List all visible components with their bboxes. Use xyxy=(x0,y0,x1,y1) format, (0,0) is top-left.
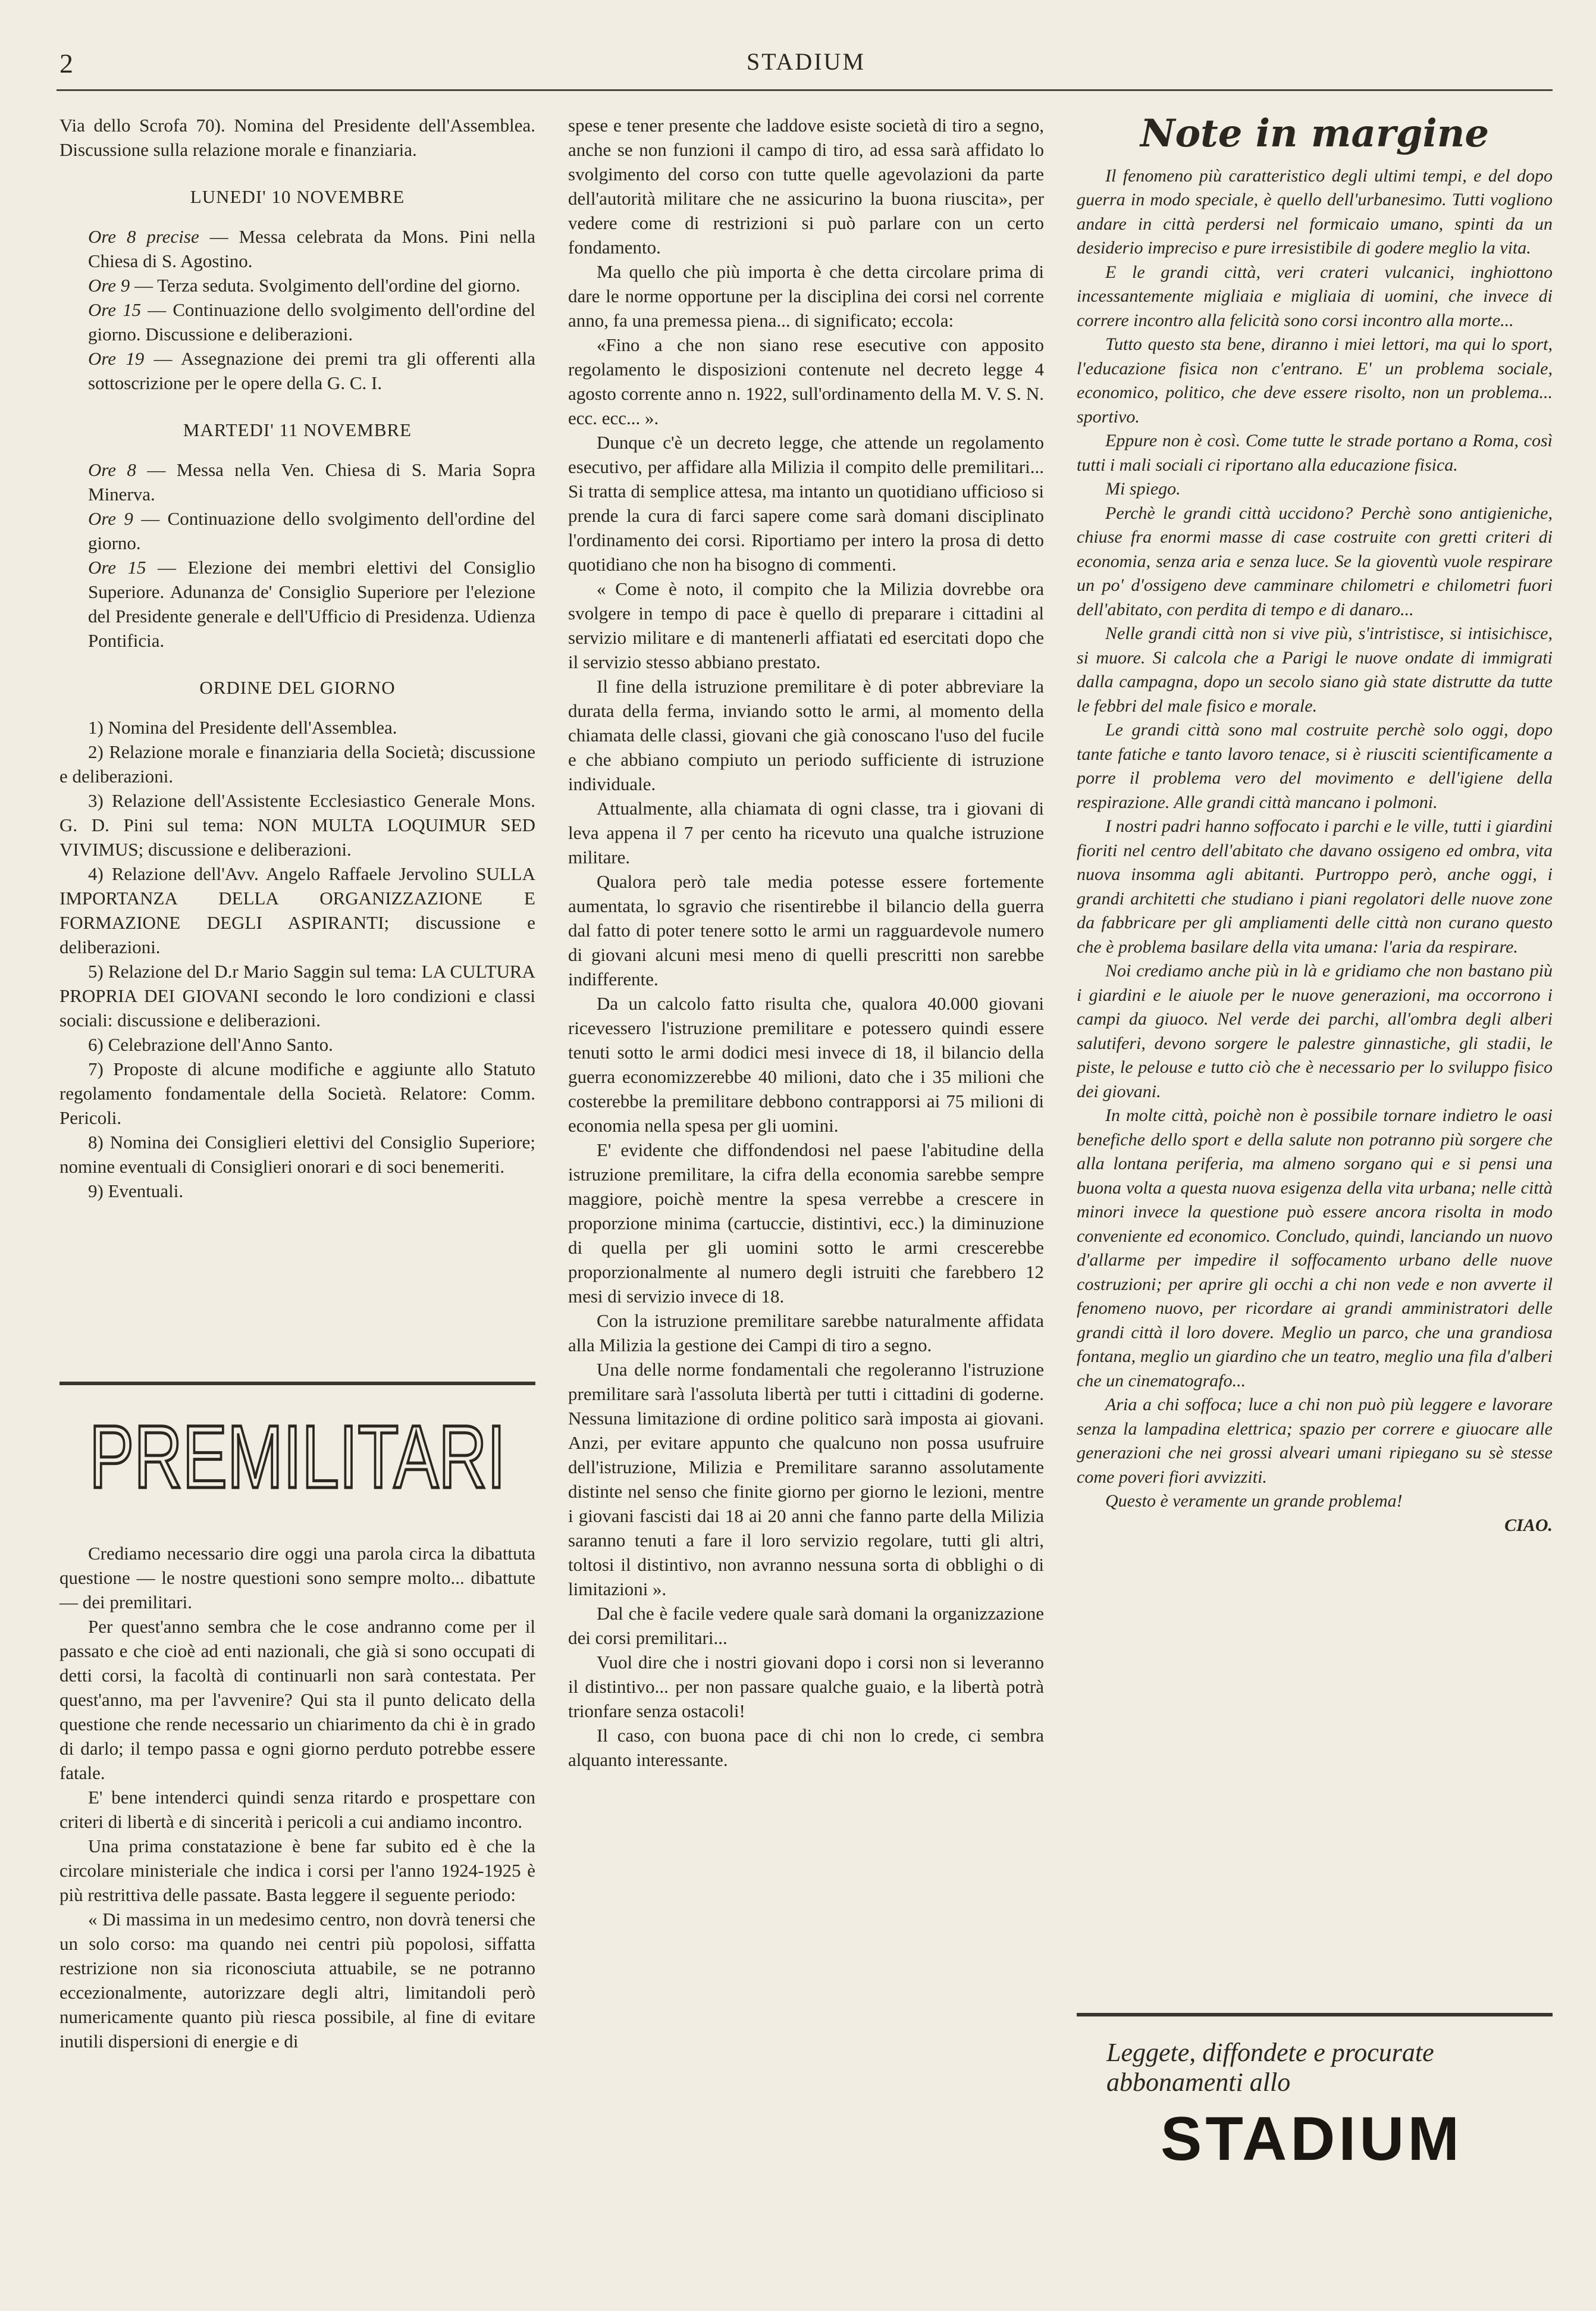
agenda-item: 2) Relazione morale e finanziaria della Società; discussione e deliberazioni. xyxy=(59,741,535,787)
article-paragraph: E' bene intenderci quindi senza ritardo e prospettare con criteri di libertà e di sincerità i pericoli a cui andiamo incontro. xyxy=(59,1787,535,1832)
note-paragraph: Il fenomeno più caratteristico degli ultimi tempi, e del dopo guerra in modo speciale, è quello dell'urbanesimo. Tutti vogliono andare in città perdersi nel formicaio umano, spinti da un desiderio impreciso e pure irresistibile di godere meglio la vita. xyxy=(1077,165,1553,258)
subscription-promo: Leggete, diffondete e procurate abbonamenti allo xyxy=(1106,2038,1434,2097)
article-paragraph: « Come è noto, il compito che la Milizia dovrebbe ora svolgere in tempo di pace è quello di preparare i cittadini al servizio militare e di mantenerli affiatati ed esercitati dopo che il servizio stesso abbiano prestato. xyxy=(568,578,1044,672)
section-divider xyxy=(1077,2013,1553,2016)
agenda-list xyxy=(59,715,535,1203)
stadium-logo: STADIUM xyxy=(1160,2105,1463,2174)
note-paragraph: Le grandi città sono mal costruite perchè solo oggi, dopo tante fatiche e tanto lavoro tenace, si è riusciti scientificamente a porre il problema vero del movimento e dell'igiene della respirazione. Alle grandi città mancano i polmoni. xyxy=(1077,720,1553,812)
note-signature: CIAO. xyxy=(1504,1515,1553,1535)
column-left xyxy=(59,113,535,1203)
premilitari-lettering xyxy=(59,1404,535,1505)
article-paragraph: Una delle norme fondamentali che regoleranno l'istruzione premilitare sarà l'assoluta libertà per tutti i cittadini di goderne. Nessuna limitazione di ordine politico sarà imposta ai giovani. Anzi, per evitare appunto che qualcuno non possa usufruire dell'istruzione, Milizia e Premilitare saranno assolutamente distinte nel senso che finite giorno per giorno le lezioni, mentre i giovani fascisti dai 18 ai 20 anni che fanno parte della Milizia saranno tenuti a fare il loro servizio regolare, tutti gli altri, toltosi il distintivo, non avranno nessuna sorta di obblighi o di limitazioni ». xyxy=(568,1359,1044,1599)
schedule-item: Ore 9 — Terza seduta. Svolgimento dell'ordine del giorno. xyxy=(88,275,520,296)
article-paragraph: Crediamo necessario dire oggi una parola circa la dibattuta questione — le nostre questioni sono sempre molto... dibattute — dei premilitari. xyxy=(59,1543,535,1612)
note-paragraph: Mi spiego. xyxy=(1105,479,1181,499)
schedule-item: Ore 15 — Continuazione dello svolgimento dell'ordine del giorno. Discussione e deliberazioni. xyxy=(88,299,535,345)
article-paragraph: E' evidente che diffondendosi nel paese l'abitudine della istruzione premilitare, la cifra della economia sarebbe sempre maggiore, poichè mentre la spesa verrebbe a crescere in proporzione minima (cartuccie, distintivi, ecc.) la diminuzione di quella per gli uomini sotto le armi crescerebbe proporzionalmente al numero degli istruiti che farebbero 12 mesi di servizio invece di 18. xyxy=(568,1139,1044,1307)
page-header xyxy=(59,48,1553,79)
day1-schedule xyxy=(59,224,535,395)
note-paragraph: Tutto questo sta bene, diranno i miei lettori, ma qui lo sport, l'educazione fisica non c'entrano. E' un problema sociale, economico, politico, che deve essere risolto, non un problema... sportivo. xyxy=(1077,334,1553,427)
schedule-item: Ore 8 — Messa nella Ven. Chiesa di S. Maria Sopra Minerva. xyxy=(88,459,535,505)
article-paragraph: Per quest'anno sembra che le cose andranno come per il passato e che cioè ad enti nazionali, che già si sono occupati di detti corsi, la facoltà di continuarli non sarà contestata. Per quest'anno, ma per l'avvenire? Qui sta il punto delicato della questione che rende necessario un chiarimento da chi è in grado di darlo; il tempo passa e ogni giorno perduto potrebbe essere fatale. xyxy=(59,1616,535,1783)
day1-heading: LUNEDI' 10 NOVEMBRE xyxy=(190,186,405,207)
note-paragraph: Noi crediamo anche più in là e gridiamo che non bastano più i giardini e le aiuole per le nuove generazioni, ma occorrono i campi da giuoco. Nel verde dei parchi, all'ombra degli alberi salutiferi, devono sorgere le palestre ginnastiche, gli stadii, le piste, le pelouse e tutto ciò che è necessario per lo sviluppo fisico dei giovani. xyxy=(1077,961,1553,1101)
article-paragraph: spese e tener presente che laddove esiste società di tiro a segno, anche se non funzioni il campo di tiro, ad essa sarà affidato lo svolgimento del corso con tutte quelle agevolazioni da parte dell'autorità militare che ne assicurino la buona riuscita», per vedere come di restrizioni si può parlare con un certo fondamento. xyxy=(568,115,1044,258)
column-middle xyxy=(568,113,1044,1772)
note-paragraph: Eppure non è così. Come tutte le strade portano a Roma, così tutti i mali sociali ci riportano alla educazione fisica. xyxy=(1077,431,1553,475)
agenda-item: 9) Eventuali. xyxy=(88,1180,184,1201)
article-paragraph: Il caso, con buona pace di chi non lo crede, ci sembra alquanto interessante. xyxy=(568,1725,1044,1770)
note-paragraph: In molte città, poichè non è possibile tornare indietro le oasi benefiche dello sport e della salute non potranno più sorgere che alla lontana periferia, ma almeno sorgano qui e si pensi una buona volta a questa nuova esigenza della vita urbana; nelle città minori invece la questione può essere ancora risolta in modo conveniente ed economico. Concludo, quindi, lanciando un nuovo d'allarme per impedire il soffocamento urbano delle nuove costruzioni; per aprire gli occhi a chi non vede e non avverte il fenomeno nuovo, per ricordare ai grandi amministratori delle grandi città il loro dovere. Meglio un parco, che una grandiosa fontana, meglio un giardino che un teatro, meglio una fila d'alberi che un cinematografo... xyxy=(1077,1106,1553,1391)
article-paragraph: Vuol dire che i nostri giovani dopo i corsi non si leveranno il distintivo... per non passare qualche guaio, e la libertà potrà trionfare senza ostacoli! xyxy=(568,1652,1044,1721)
note-title: Note in margine xyxy=(1140,111,1490,156)
article-paragraph: Una prima constatazione è bene far subito ed è che la circolare ministeriale che indica i corsi per l'anno 1924-1925 è più restrittiva delle passate. Basta leggere il seguente periodo: xyxy=(59,1836,535,1905)
svg-text:PREMILITARI: PREMILITARI xyxy=(89,1407,506,1507)
column-right-note-in-margine xyxy=(1077,111,1553,1537)
article-paragraph: «Fino a che non siano rese esecutive con apposito regolamento le disposizioni contenute nel decreto legge 4 agosto corrente anno n. 1922, sull'ordinamento della M. V. S. N. ecc. ecc... ». xyxy=(568,334,1044,428)
article-title-premilitari xyxy=(59,1404,535,1505)
agenda-heading: ORDINE DEL GIORNO xyxy=(199,677,396,698)
masthead: STADIUM xyxy=(746,48,866,75)
page-number: 2 xyxy=(59,48,73,79)
schedule-item: Ore 19 — Assegnazione dei premi tra gli offerenti alla sottoscrizione per le opere della G. C. I. xyxy=(88,348,535,393)
article-paragraph: Con la istruzione premilitare sarebbe naturalmente affidata alla Milizia la gestione dei Campi di tiro a segno. xyxy=(568,1310,1044,1355)
article-paragraph: Dunque c'è un decreto legge, che attende un regolamento esecutivo, per affidare alla Milizia il compito delle premilitari... Si tratta di semplice attesa, ma intanto un quotidiano ufficioso si prende la cura di farci sapere come sarà domani disciplinato l'ordinamento dei corsi. Riportiamo per intero la prosa di detto quotidiano che non ha bisogno di commenti. xyxy=(568,432,1044,575)
day2-heading: MARTEDI' 11 NOVEMBRE xyxy=(183,419,412,440)
article-paragraph: Ma quello che più importa è che detta circolare prima di dare le norme opportune per la disciplina dei corsi nel corrente anno, fa una premessa piena... di significato; eccola: xyxy=(568,261,1044,331)
article-paragraph: Il fine della istruzione premilitare è di poter abbreviare la durata della ferma, inviando sotto le armi, al momento della chiamata delle classi, giovani che già conoscano l'uso del fucile e che abbiano compiuto un periodo sufficiente di istruzione individuale. xyxy=(568,676,1044,794)
article-paragraph: « Di massima in un medesimo centro, non dovrà tenersi che un solo corso: ma quando nei centri più popolosi, siffatta restrizione non sia riconosciuta attuabile, se ne potranno eccezionalmente, autorizzare degli altri, limitandoli però numericamente quanto più riesca possibile, al fine di evitare inutili dispersioni di energie e di xyxy=(59,1909,535,2052)
agenda-item: 7) Proposte di alcune modifiche e aggiunte allo Statuto regolamento fondamentale della Società. Relatore: Comm. Pericoli. xyxy=(59,1059,535,1128)
section-divider xyxy=(59,1382,535,1385)
schedule-item: Ore 9 — Continuazione dello svolgimento dell'ordine del giorno. xyxy=(88,508,535,553)
agenda-item: 5) Relazione del D.r Mario Saggin sul tema: LA CULTURA PROPRIA DEI GIOVANI secondo le loro condizioni e classi sociali: discussione e deliberazioni. xyxy=(59,961,535,1031)
article-paragraph: Da un calcolo fatto risulta che, qualora 40.000 giovani ricevessero l'istruzione premilitare e potessero quindi essere tenuti sotto le armi dodici mesi invece di 18, il bilancio della guerra economizzerebbe 40 milioni, dato che i 35 milioni che costerebbe la premilitare debbono contrapporsi ai 75 milioni di economia nella spesa per gli uomini. xyxy=(568,993,1044,1136)
agenda-item: 4) Relazione dell'Avv. Angelo Raffaele Jervolino SULLA IMPORTANZA DELLA ORGANIZZAZIONE E FORMAZIONE DEGLI ASPIRANTI; discussione e deliberazioni. xyxy=(59,863,535,957)
program-intro: Via dello Scrofa 70). Nomina del Presidente dell'Assemblea. Discussione sulla relazione morale e finanziaria. xyxy=(59,115,535,160)
note-paragraph: Questo è veramente un grande problema! xyxy=(1105,1491,1403,1511)
note-paragraph: E le grandi città, veri crateri vulcanici, inghiottono incessantemente migliaia e migliaia di uomini, che invece di correre incontro alla felicità sono corsi incontro alla morte... xyxy=(1077,262,1553,330)
header-rule xyxy=(57,89,1553,91)
article-paragraph: Dal che è facile vedere quale sarà domani la organizzazione dei corsi premilitari... xyxy=(568,1603,1044,1648)
agenda-item: 6) Celebrazione dell'Anno Santo. xyxy=(88,1034,333,1055)
article-premilitari-body-left xyxy=(59,1541,535,2053)
note-paragraph: I nostri padri hanno soffocato i parchi e le ville, tutti i giardini fioriti nel centro dell'abitato che davano ossigeno ed ombra, vita nuova insomma agli abitanti. Purtroppo però, anche oggi, i grandi architetti che studiano i piani regolatori delle nuove zone da fabbricare per gli ampliamenti delle città non curano questo che è problema basilare della vita umana: l'aria da respirare. xyxy=(1077,816,1553,957)
agenda-item: 3) Relazione dell'Assistente Ecclesiastico Generale Mons. G. D. Pini sul tema: NON MULTA LOQUIMUR SED VIVIMUS; discussione e deliberazioni. xyxy=(59,790,535,860)
schedule-item: Ore 15 — Elezione dei membri elettivi del Consiglio Superiore. Adunanza de' Consiglio Superiore per l'elezione del Presidente generale e dell'Ufficio di Presidenza. Udienza Pontificia. xyxy=(88,557,535,651)
agenda-item: 1) Nomina del Presidente dell'Assemblea. xyxy=(88,717,397,738)
note-paragraph: Aria a chi soffoca; luce a chi non può più leggere e lavorare senza la lampadina elettrica; spazio per correre e giuocare alle generazioni che nei grossi alveari umani ripiegano su sè stesse come poveri fiori avvizziti. xyxy=(1077,1395,1553,1487)
article-paragraph: Qualora però tale media potesse essere fortemente aumentata, lo sgravio che risentirebbe il bilancio della guerra dal fatto di poter tenere sotto le armi un ragguardevole numero di giovani alcuni mesi meno di quelli prescritti non sarebbe indifferente. xyxy=(568,871,1044,989)
article-paragraph: Attualmente, alla chiamata di ogni classe, tra i giovani di leva appena il 7 per cento ha ricevuto una qualche istruzione militare. xyxy=(568,798,1044,868)
day2-schedule xyxy=(59,458,535,653)
note-paragraph: Nelle grandi città non si vive più, s'intristisce, si intisichisce, si muore. Si calcola che a Parigi le nuove ondate di immigrati dalla campagna, dopo un secolo siano già state distrutte da tutte le febbri del male fisico e morale. xyxy=(1077,624,1553,716)
agenda-item: 8) Nomina dei Consiglieri elettivi del Consiglio Superiore; nomine eventuali di Consiglieri onorari e di soci benemeriti. xyxy=(59,1132,535,1177)
schedule-item: Ore 8 precise — Messa celebrata da Mons. Pini nella Chiesa di S. Agostino. xyxy=(88,226,535,271)
note-paragraph: Perchè le grandi città uccidono? Perchè sono antigieniche, chiuse fra enormi masse di case costruite con gretti criteri di economia, senza aria e senza luce. Se la gioventù vuole respirare un po' d'ossigeno deve camminare chilometri e chilometri fuori dell'abitato, con perdita di tempo e di danaro... xyxy=(1077,503,1553,619)
